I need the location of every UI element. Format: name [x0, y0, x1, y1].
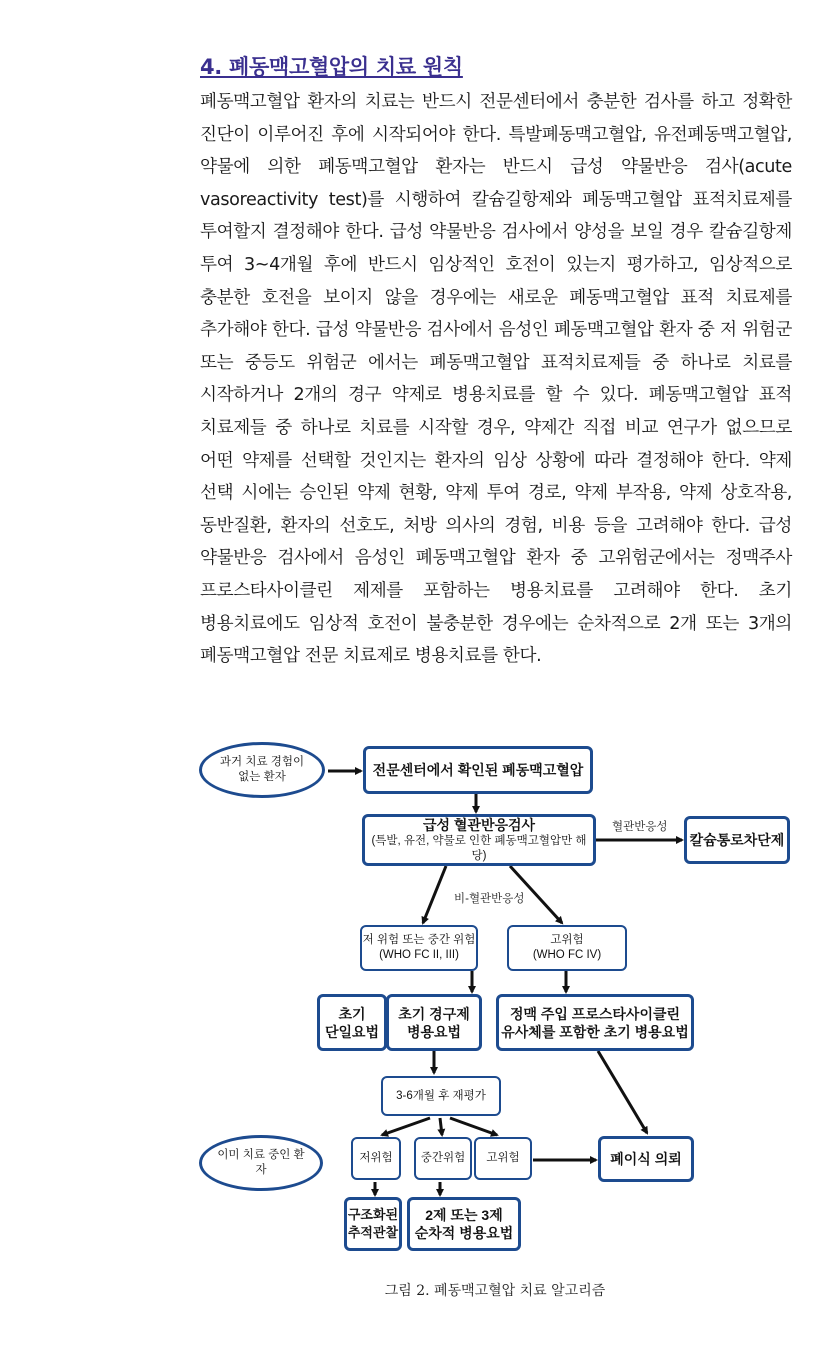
high-risk-label: 고위험 — [550, 934, 584, 946]
arrow-reassess-to-low — [382, 1118, 430, 1135]
treated-patient-node — [199, 1135, 323, 1191]
treatment-algorithm-flowchart — [0, 730, 840, 1270]
figure-caption: 그림 2. 폐동맥고혈압 치료 알고리즘 — [384, 1283, 606, 1299]
sequential-combo-line2: 순차적 병용요법 — [414, 1225, 514, 1241]
high-risk-node — [507, 925, 627, 971]
arrow-reassess-to-mid — [440, 1118, 442, 1135]
nonresponder-edge-label: 비-혈관반응성 — [454, 893, 525, 905]
treatment-principles-section — [200, 52, 792, 673]
lung-transplant-node — [598, 1136, 694, 1182]
iv-prostacyclin-line2: 유사체를 포함한 초기 병용요법 — [501, 1023, 689, 1040]
naive-patient-label: 과거 치료 경험이 없는 환자 — [219, 756, 305, 783]
confirmed-pah-label: 전문센터에서 확인된 폐동맥고혈압 — [372, 762, 584, 778]
sequential-combo-line1: 2제 또는 3제 — [425, 1207, 503, 1223]
reassess-node — [381, 1076, 501, 1116]
structured-followup-node — [344, 1197, 402, 1251]
vasoreactivity-note: (특발, 유전, 약물로 인한 폐동맥고혈압만 해당) — [371, 835, 587, 862]
low-risk-label: 저위험 — [359, 1152, 393, 1164]
ccb-node — [684, 816, 790, 864]
structured-followup-line2: 추적관찰 — [347, 1225, 399, 1240]
section-title: 4. 폐동맥고혈압의 치료 원칙 — [200, 55, 463, 79]
vasoreactivity-test-node — [362, 814, 596, 866]
vasoreactivity-test-label: 급성 혈관반응검사 — [422, 817, 536, 833]
low-risk-node — [351, 1137, 401, 1180]
mid-risk-node — [414, 1137, 472, 1180]
iv-prostacyclin-line1: 정맥 주입 프로스타사이클린 — [509, 1005, 681, 1022]
high-risk-class: (WHO FC IV) — [532, 949, 602, 961]
ccb-label: 칼슘통로차단제 — [689, 832, 785, 848]
section-body: 폐동맥고혈압 환자의 치료는 반드시 전문센터에서 충분한 검사를 하고 정확한 진단이 이루어진 후에 시작되어야 한다. 특발폐동맥고혈압, 유전폐동맥고혈압, 약물에 의한 폐동맥고혈압 환자는 반드시 급성 약물반응 검사(acute vasoreactivity test)를 시행하여 칼슘길항제와 폐동맥고혈압 표적치료제를 투여할지 결정해야 한다. 급성 약물반응 검사에서 양성을 보일 경우 칼슘길항제 투여 3~4개월 후에 반드시 임상적인 호전이 있는지 평가하고, 임상적으로 충분한 호전을 보이지 않을 경우에는 새로운 폐동맥고혈압 표적 치료제를 추가해야 한다. 급성 약물반응 검사에서 음성인 폐동맥고혈압 환자 중 저 위험군 또는 중등도 위험군 에서는 폐동맥고혈압 표적치료제들 중 하나로 치료를 시작하거나 2개의 경구 약제로 병용치료를 할 수 있다. 폐동맥고혈압 표적 치료제들 중 하나로 치료를 시작할 경우, 약제간 직접 비교 연구가 없으므로 어떤 약제를 선택할 것인지는 환자의 임상 상황에 따라 결정해야 한다. 약제 선택 시에는 승인된 약제 현황, 약제 투여 경로, 약제 부작용, 약제 상호작용, 동반질환, 환자의 선호도, 처방 의사의 경험, 비용 등을 고려해야 한다. 급성 약물반응 검사에서 음성인 폐동맥고혈압 환자 중 고위험군에서는 정맥주사 프로스타사이클린 제제를 포함하는 병용치료를 고려해야 한다. 초기 병용치료에도 임상적 호전이 불충분한 경우에는 순차적으로 2개 또는 3개의 폐동맥고혈압 전문 치료제로 병용치료를 한다. — [200, 92, 792, 667]
sequential-combo-node — [407, 1197, 521, 1251]
low-mid-risk-node — [360, 925, 478, 971]
initial-monotherapy-node — [317, 994, 387, 1051]
high-risk-reassess-node — [474, 1137, 532, 1180]
confirmed-pah-node — [363, 746, 593, 794]
initial-oral-combo-node — [386, 994, 482, 1051]
iv-prostacyclin-combo-node — [496, 994, 694, 1051]
lung-transplant-label: 폐이식 의뢰 — [610, 1151, 682, 1167]
mid-risk-label: 중간위험 — [420, 1152, 466, 1164]
high-risk-reassess-label: 고위험 — [486, 1152, 520, 1164]
low-mid-risk-label: 저 위험 또는 중간 위험 — [362, 934, 476, 946]
initial-oral-combo-line1: 초기 경구제 — [398, 1005, 470, 1022]
arrow-test-to-lowmid — [423, 866, 446, 923]
reassess-label: 3-6개월 후 재평가 — [396, 1089, 486, 1102]
arrow-reassess-to-high — [450, 1118, 497, 1135]
low-mid-risk-class: (WHO FC II, III) — [379, 949, 459, 961]
initial-mono-line1: 초기 — [338, 1005, 366, 1022]
initial-oral-combo-line2: 병용요법 — [406, 1023, 462, 1040]
treated-patient-label: 이미 치료 중인 환자 — [217, 1149, 305, 1176]
naive-patient-node — [199, 742, 325, 798]
structured-followup-line1: 구조화된 — [347, 1207, 399, 1222]
arrow-iv-to-transplant — [598, 1051, 647, 1133]
initial-mono-line2: 단일요법 — [324, 1023, 380, 1040]
responder-edge-label: 혈관반응성 — [612, 821, 668, 833]
